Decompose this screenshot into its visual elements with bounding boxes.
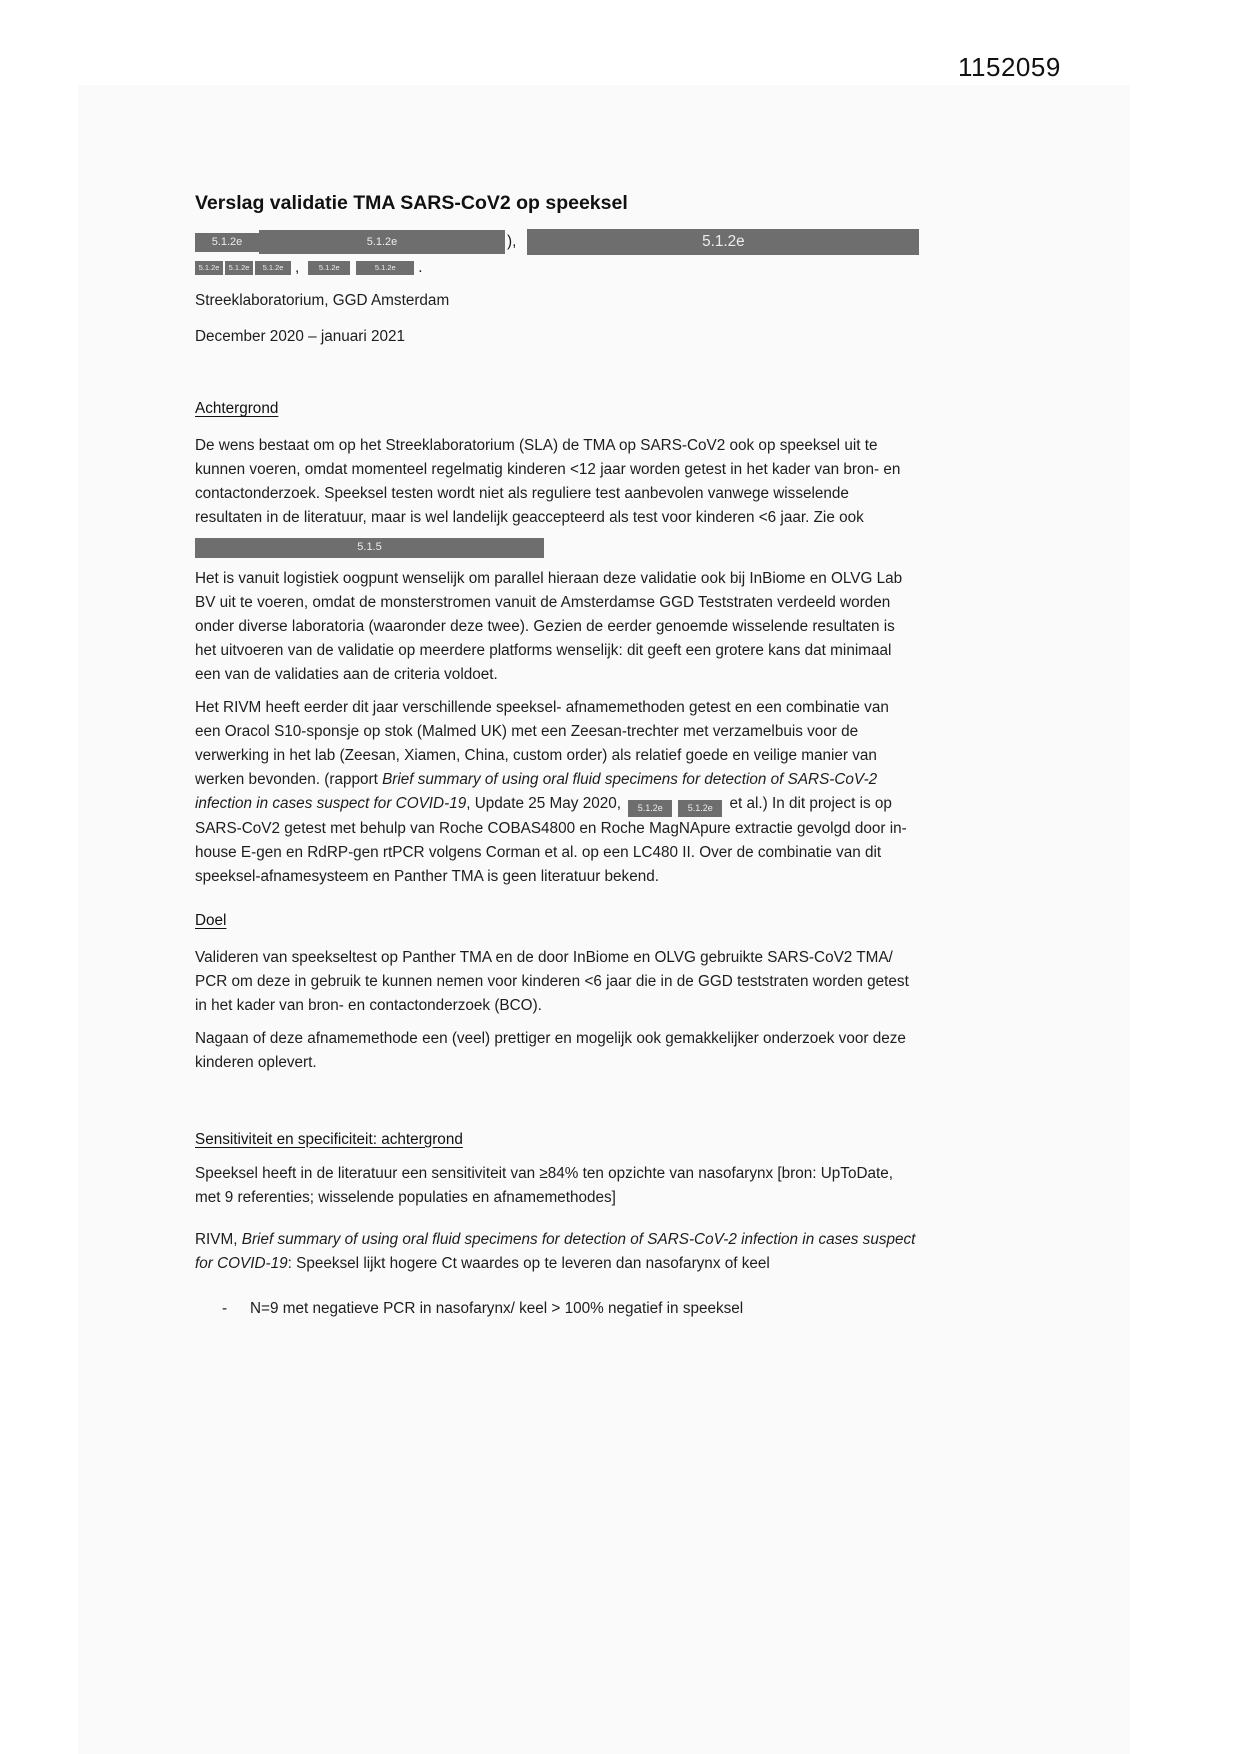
paragraph-text: Het RIVM heeft eerder dit jaar verschillende speeksel- afnamemethoden getest en een combinatie van een Oracol S10-sponsje op stok (Malmed UK) met een Zeesan-trechter met verzamelbuis voor de verwerking in het lab (Zeesan, Xiamen, China, custom order) als relatief goede en veilige manier van werken bevonden. (rapport: [195, 698, 889, 788]
section-heading-sensitiviteit: Sensitiviteit en specificiteit: achtergrond: [195, 1130, 463, 1148]
redaction-bar: 5.1.2e: [628, 800, 672, 817]
redaction-row-2: [195, 260, 917, 276]
paragraph-text: , Update 25 May 2020,: [466, 794, 626, 812]
redaction-row-text: .: [418, 259, 423, 276]
redaction-bar: 5.1.2e: [678, 800, 722, 817]
redaction-bar: 5.1.2e: [255, 261, 291, 275]
document-content: [195, 190, 917, 1321]
report-title-italic: Brief summary of using oral fluid specimens for detection of SARS-CoV-2 infection in cases suspect for COVID-19: [195, 1230, 916, 1272]
paragraph-text: : Speeksel lijkt hogere Ct waardes op te leveren dan nasofarynx of keel: [287, 1254, 770, 1272]
date-range: December 2020 – januari 2021: [195, 328, 406, 345]
bullet-text: N=9 met negatieve PCR in nasofarynx/ keel > 100% negatief in speeksel: [250, 1299, 744, 1317]
redaction-row-1: [195, 228, 917, 256]
redaction-row-text: ,: [295, 259, 300, 276]
paragraph-text: et al.) In dit project is op SARS-CoV2 getest met behulp van Roche COBAS4800 en Roche MagNApure extractie gevolgd door in-house E-gen en RdRP-gen rtPCR volgens Corman et al. op een LC480 II. Over de combinatie van dit speeksel-afnamesysteem en Panther TMA is geen literatuur bekend.: [195, 794, 907, 885]
document-number: 1152059: [958, 52, 1061, 82]
page-title: Verslag validatie TMA SARS-CoV2 op speeksel: [195, 192, 628, 214]
paragraph-doel-2: Nagaan of deze afnamemethode een (veel) prettiger en mogelijk ook gemakkelijker onderzoek voor deze kinderen oplevert.: [195, 1029, 906, 1071]
paragraph-doel-1: Valideren van speekseltest op Panther TMA en de door InBiome en OLVG gebruikte SARS-CoV2 TMA/ PCR om deze in gebruik te kunnen nemen voor kinderen <6 jaar die in de GGD teststraten worden getest in het kader van bron- en contactonderzoek (BCO).: [195, 948, 909, 1014]
paragraph-sensitiviteit-1: Speeksel heeft in de literatuur een sensitiviteit van ≥84% ten opzichte van nasofarynx [bron: UpToDate, met 9 referenties; wisselende populaties en afnamemethodes]: [195, 1164, 894, 1206]
report-title-italic: Brief summary of using oral fluid specimens for detection of SARS-CoV-2 infection in cases suspect for COVID-19: [195, 770, 878, 812]
paragraph-text: De wens bestaat om op het Streeklaboratorium (SLA) de TMA op SARS-CoV2 ook op speeksel uit te kunnen voeren, omdat momenteel regelmatig kinderen <12 jaar worden getest in het kader van bron- en contactonderzoek. Speeksel testen wordt niet als reguliere test aanbevolen vanwege wisselende resultaten in de literatuur, maar is wel landelijk geaccepteerd als test voor kinderen <6 jaar. Zie ook: [195, 437, 901, 526]
redaction-bar: 5.1.2e: [195, 261, 223, 275]
redaction-bar: 5.1.2e: [308, 261, 350, 275]
bullet-marker: -: [222, 1299, 228, 1317]
redaction-bar: 5.1.2e: [356, 261, 414, 275]
organization: Streeklaboratorium, GGD Amsterdam: [195, 292, 450, 309]
bullet-item: [195, 1297, 917, 1321]
paragraph-text: RIVM,: [195, 1230, 242, 1248]
section-heading-achtergrond: Achtergrond: [195, 400, 279, 417]
paragraph-achtergrond-1: [195, 434, 917, 558]
redaction-bar: 5.1.2e: [259, 230, 505, 254]
redaction-bar: 5.1.2e: [527, 229, 919, 255]
redaction-row-text: ),: [507, 233, 517, 250]
redaction-bar: 5.1.2e: [225, 261, 253, 275]
paragraph-achtergrond-2: Het is vanuit logistiek oogpunt wenselijk om parallel hieraan deze validatie ook bij InBiome en OLVG Lab BV uit te voeren, omdat de monsterstromen vanuit de Amsterdamse GGD Teststraten verdeeld worden onder diverse laboratoria (waaronder deze twee). Gezien de eerder genoemde wisselende resultaten is het uitvoeren van de validatie op meerdere platforms wenselijk: dit geeft een grotere kans dat minimaal een van de validaties aan de criteria voldoet.: [195, 569, 903, 683]
paragraph-sensitiviteit-2: [195, 1228, 917, 1276]
redaction-bar: 5.1.2e: [195, 233, 259, 252]
section-heading-doel: Doel: [195, 911, 227, 929]
paragraph-achtergrond-3: [195, 696, 917, 889]
redaction-bar: 5.1.5: [195, 538, 544, 558]
